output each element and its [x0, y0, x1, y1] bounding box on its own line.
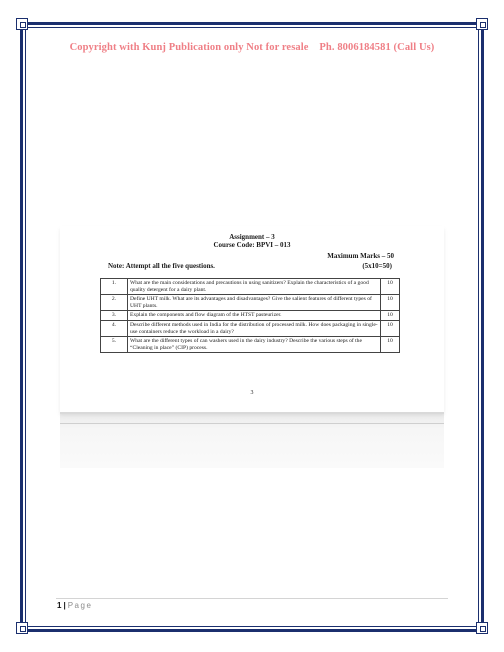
question-marks: 10	[381, 311, 400, 321]
copyright-text: Copyright with Kunj Publication only Not for resale	[69, 42, 309, 53]
question-number: 3.	[101, 311, 128, 321]
footer-separator: |	[63, 601, 66, 610]
question-text: What are the main considerations and precautions in using sanitizers? Explain the characteristics of a good quality detergent for a dairy plant.	[128, 279, 381, 295]
instruction-note: Note: Attempt all the five questions.	[108, 262, 215, 270]
table-row	[101, 311, 400, 321]
border-corner-ornament	[16, 18, 28, 30]
question-number: 1.	[101, 279, 128, 295]
course-code: Course Code: BPVI – 013	[213, 241, 291, 249]
border-corner-ornament	[16, 622, 28, 634]
question-number: 4.	[101, 320, 128, 336]
question-marks: 10	[381, 279, 400, 295]
footer-page-label: Page	[67, 601, 93, 610]
footer-divider	[56, 598, 448, 599]
question-text: Explain the components and flow diagram of the HTST pasteurizer.	[128, 311, 381, 321]
border-corner-ornament	[476, 622, 488, 634]
question-number: 2.	[101, 295, 128, 311]
table-row	[101, 295, 400, 311]
marks-formula: (5x10=50)	[362, 262, 392, 270]
question-text: Define UHT milk. What are its advantages and disadvantages? Give the salient features of different types of UHT plants.	[128, 295, 381, 311]
page-footer	[57, 601, 92, 611]
question-text: Describe different methods used in India for the distribution of processed milk. How does packaging in single-use containers reduce the workload in a dairy?	[128, 320, 381, 336]
maximum-marks: Maximum Marks – 50	[327, 252, 394, 260]
footer-page-number: 1	[57, 601, 62, 610]
assignment-title: Assignment – 3	[229, 233, 275, 241]
scan-divider	[60, 423, 444, 424]
copyright-header	[0, 42, 504, 53]
question-marks: 10	[381, 337, 400, 353]
scan-bottom-shadow	[60, 412, 444, 468]
border-corner-ornament	[476, 18, 488, 30]
phone-text: Ph. 8006184581 (Call Us)	[319, 42, 435, 53]
questions-table	[100, 278, 400, 353]
question-marks: 10	[381, 320, 400, 336]
scanned-assignment-page	[60, 226, 444, 412]
question-marks: 10	[381, 295, 400, 311]
scan-page-number: 3	[250, 390, 254, 396]
table-row	[101, 279, 400, 295]
table-row	[101, 320, 400, 336]
question-text: What are the different types of can washers used in the dairy industry? Describe the various steps of the “Cleaning in place” (CIP) process.	[128, 337, 381, 353]
table-row	[101, 337, 400, 353]
question-number: 5.	[101, 337, 128, 353]
